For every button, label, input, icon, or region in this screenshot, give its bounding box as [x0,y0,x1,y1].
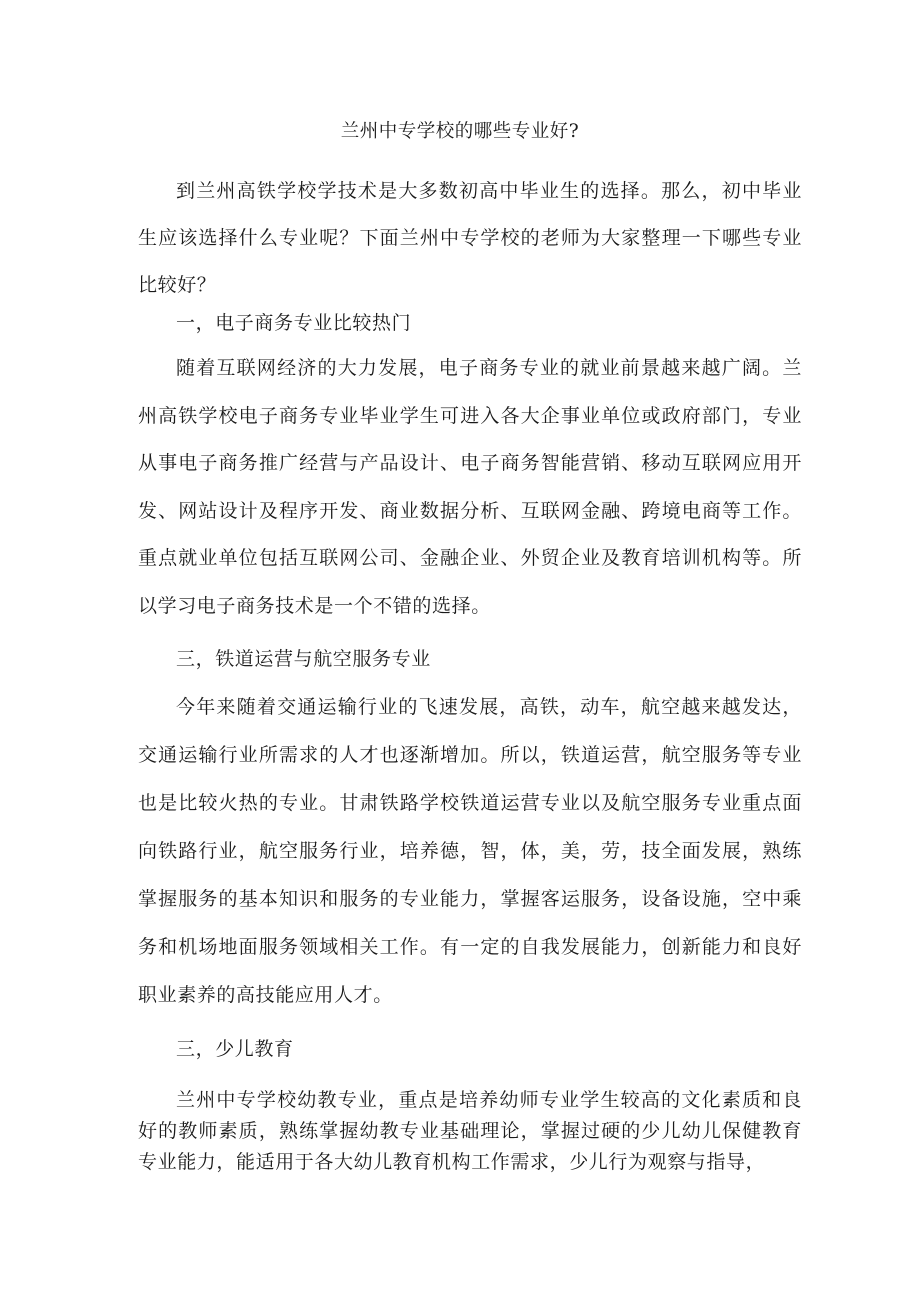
intro-paragraph: 到兰州高铁学校学技术是大多数初高中毕业生的选择。那么，初中毕业生应该选择什么专业呢？下面兰州中专学校的老师为大家整理一下哪些专业比较好？ [138,180,802,296]
section-heading-ecommerce: 一，电子商务专业比较热门 [176,312,412,334]
document-title: 兰州中专学校的哪些专业好? [340,121,580,142]
section-body-railway-aviation: 今年来随着交通运输行业的飞速发展，高铁，动车，航空越来越发达，交通运输行业所需求的人才也逐渐增加。所以，铁道运营，航空服务等专业也是比较火热的专业。甘肃铁路学校铁道运营专业以及航空服务专业重点面向铁路行业，航空服务行业，培养德，智，体，美，劳，技全面发展，熟练掌握服务的基本知识和服务的专业能力，掌握客运服务，设备设施，空中乘务和机场地面服务领域相关工作。有一定的自我发展能力，创新能力和良好职业素养的高技能应用人才。 [138,696,802,1006]
section-body-childhood-education: 兰州中专学校幼教专业，重点是培养幼师专业学生较高的文化素质和良好的教师素质，熟练掌握幼教专业基础理论，掌握过硬的少儿幼儿保健教育专业能力，能适用于各大幼儿教育机构工作需求，少儿行为观察与指导， [138,1089,802,1173]
section-heading-railway-aviation: 三，铁道运营与航空服务专业 [176,648,431,670]
section-heading-childhood-education: 三，少儿教育 [176,1038,294,1060]
section-body-ecommerce: 随着互联网经济的大力发展，电子商务专业的就业前景越来越广阔。兰州高铁学校电子商务专业毕业学生可进入各大企事业单位或政府部门，专业从事电子商务推广经营与产品设计、电子商务智能营销、移动互联网应用开发、网站设计及程序开发、商业数据分析、互联网金融、跨境电商等工作。重点就业单位包括互联网公司、金融企业、外贸企业及教育培训机构等。所以学习电子商务技术是一个不错的选择。 [138,357,802,617]
